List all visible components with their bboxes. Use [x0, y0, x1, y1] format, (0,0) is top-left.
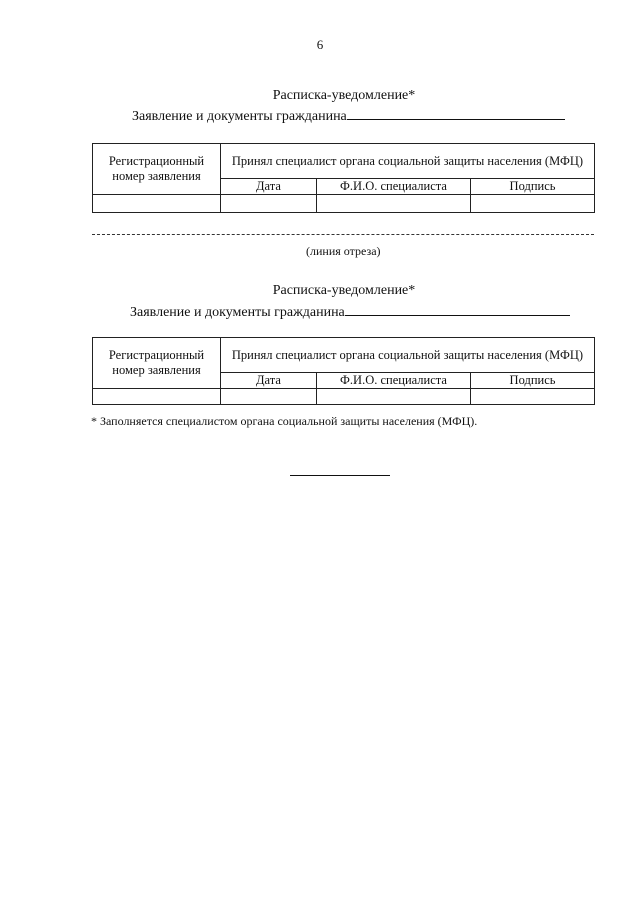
date-column-header: Дата: [221, 179, 317, 195]
table-row: [93, 195, 595, 213]
receipt-title: Расписка-уведомление*: [272, 283, 416, 298]
receipt-table: [92, 337, 595, 405]
date-cell[interactable]: [221, 389, 317, 405]
cut-line: [92, 234, 594, 235]
specialist-name-cell[interactable]: [317, 195, 471, 213]
end-separator-line: [290, 475, 390, 476]
signature-cell[interactable]: [471, 389, 595, 405]
reg-number-header: Регистрационный номер заявления: [93, 144, 221, 195]
page-number: 6: [316, 37, 324, 52]
signature-cell[interactable]: [471, 195, 595, 213]
reg-number-header: Регистрационный номер заявления: [93, 338, 221, 389]
specialist-name-column-header: Ф.И.О. специалиста: [317, 179, 471, 195]
cut-line-caption: (линия отреза): [306, 244, 381, 258]
table-row: [93, 389, 595, 405]
accepted-by-header: Принял специалист органа социальной защиты населения (МФЦ): [221, 338, 595, 373]
subtitle-text: Заявление и документы гражданина: [132, 109, 347, 124]
footnote: * Заполняется специалистом органа социальной защиты населения (МФЦ).: [91, 414, 478, 428]
signature-column-header: Подпись: [471, 373, 595, 389]
reg-number-cell[interactable]: [93, 195, 221, 213]
accepted-by-header: Принял специалист органа социальной защиты населения (МФЦ): [221, 144, 595, 179]
receipt-subtitle: [130, 303, 570, 321]
subtitle-text: Заявление и документы гражданина: [130, 305, 345, 320]
specialist-name-column-header: Ф.И.О. специалиста: [317, 373, 471, 389]
receipt-subtitle: [132, 107, 565, 125]
receipt-title: Расписка-уведомление*: [272, 88, 416, 103]
receipt-table: [92, 143, 595, 213]
date-column-header: Дата: [221, 373, 317, 389]
specialist-name-cell[interactable]: [317, 389, 471, 405]
reg-number-cell[interactable]: [93, 389, 221, 405]
signature-column-header: Подпись: [471, 179, 595, 195]
name-fill-line: [345, 303, 570, 316]
date-cell[interactable]: [221, 195, 317, 213]
name-fill-line: [347, 107, 565, 120]
